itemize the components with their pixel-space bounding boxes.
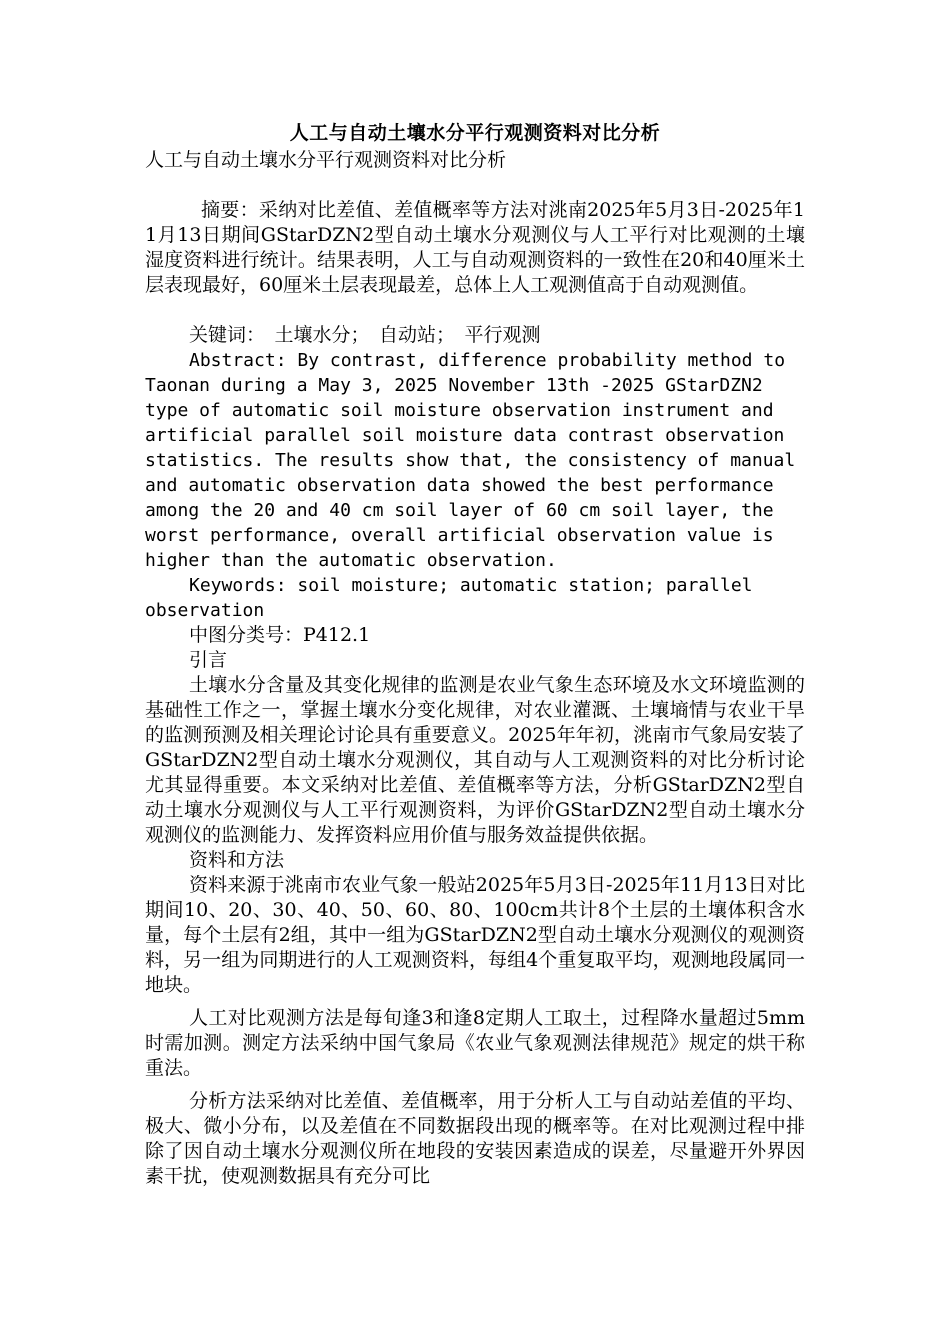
keywords-chinese: 关键词： 土壤水分； 自动站； 平行观测 bbox=[189, 324, 541, 346]
document-title: 人工与自动土壤水分平行观测资料对比分析 bbox=[289, 122, 661, 144]
section-heading-intro: 引言 bbox=[189, 649, 228, 671]
document-page bbox=[145, 118, 805, 1189]
section-heading-methods: 资料和方法 bbox=[189, 849, 285, 871]
methods-paragraph: 资料来源于洮南市农业气象一般站2025年5月3日-2025年11月13日对比期间10、20、30、40、50、60、80、100cm共计8个土层的土壤体积含水量，每个土层有2组，其中一组为GStarDZN2型自动土壤水分观测仪的观测资料，另一组为同期进行的人工观测资料，每组4个重复取平均，观测地段属同一地块。 bbox=[145, 874, 805, 996]
methods-paragraph: 分析方法采纳对比差值、差值概率，用于分析人工与自动站差值的平均、极大、微小分布，以及差值在不同数据段出现的概率等。在对比观测过程中排除了因自动土壤水分观测仪所在地段的安装因素造成的误差，尽量避开外界因素干扰，使观测数据具有充分可比 bbox=[145, 1090, 805, 1187]
abstract-english: Abstract: By contrast, difference probability method to Taonan during a May 3, 2025 November 13th -2025 GStarDZN2 type of automatic soil moisture observation instrument and artificial parallel soil moisture data contrast observation statistics. The results show that, the consistency of manual and automatic observation data showed the best performance among the 20 and 40 cm soil layer of 60 cm soil layer, the worst performance, overall artificial observation value is higher than the automatic observation. bbox=[145, 350, 796, 571]
classification-number: 中图分类号：P412.1 bbox=[189, 624, 371, 646]
abstract-chinese: 摘要：采纳对比差值、差值概率等方法对洮南2025年5月3日-2025年11月13日期间GStarDZN2型自动土壤水分观测仪与人工平行对比观测的土壤湿度资料进行统计。结果表明，人工与自动观测资料的一致性在20和40厘米土层表现最好，60厘米土层表现最差，总体上人工观测值高于自动观测值。 bbox=[145, 199, 805, 296]
intro-paragraph: 土壤水分含量及其变化规律的监测是农业气象生态环境及水文环境监测的基础性工作之一，掌握土壤水分变化规律，对农业灌溉、土壤墒情与农业干旱的监测预测及相关理论讨论具有重要意义。2025年年初，洮南市气象局安装了GStarDZN2型自动土壤水分观测仪，其自动与人工观测资料的对比分析讨论尤其显得重要。本文采纳对比差值、差值概率等方法，分析GStarDZN2型自动土壤水分观测仪与人工平行观测资料，为评价GStarDZN2型自动土壤水分观测仪的监测能力、发挥资料应用价值与服务效益提供依据。 bbox=[145, 674, 805, 846]
methods-paragraph: 人工对比观测方法是每旬逢3和逢8定期人工取土，过程降水量超过5mm时需加测。测定方法采纳中国气象局《农业气象观测法律规范》规定的烘干称重法。 bbox=[145, 1007, 805, 1079]
document-subtitle: 人工与自动土壤水分平行观测资料对比分析 bbox=[145, 149, 507, 171]
keywords-english: Keywords: soil moisture; automatic station; parallel observation bbox=[145, 575, 753, 621]
